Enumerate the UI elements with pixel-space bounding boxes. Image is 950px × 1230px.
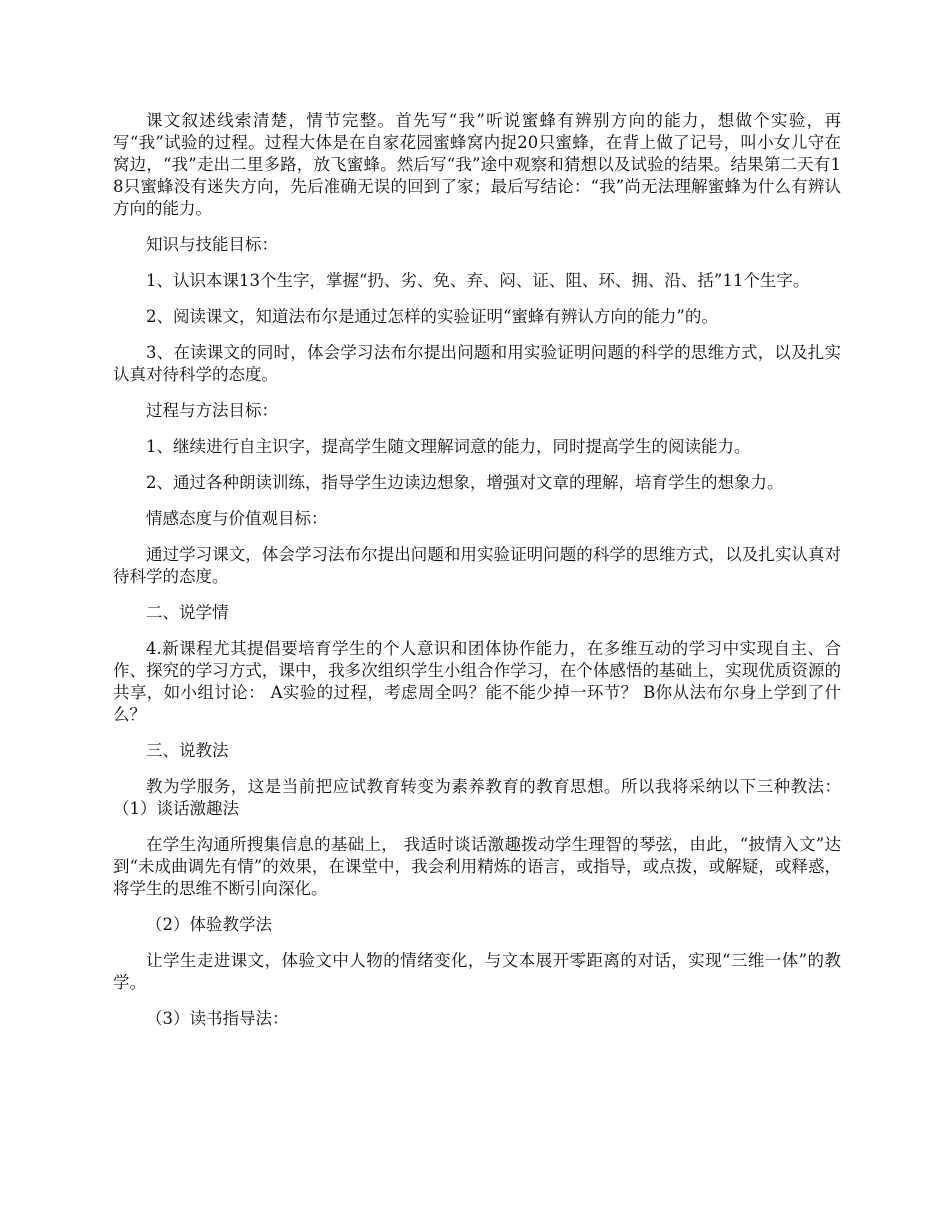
- document-page: [113, 110, 841, 1044]
- paragraph-process-1: 1、继续进行自主识字，提高学生随文理解词意的能力，同时提高学生的阅读能力。: [146, 437, 751, 456]
- paragraph-teaching-methods: 教为学服务，这是当前把应试教育转变为素养教育的教育思想。所以我将采纳以下三种教法：（1）谈话激趣法: [113, 777, 841, 818]
- heading-knowledge-goals: 知识与技能目标：: [146, 235, 278, 254]
- paragraph-goal-3: 3、在读课文的同时，体会学习法布尔提出问题和用实验证明问题的科学的思维方式，以及扎实认真对待科学的态度。: [113, 343, 841, 384]
- paragraph-emotion: 通过学习课文，体会学习法布尔提出问题和用实验证明问题的科学的思维方式，以及扎实认真对待科学的态度。: [113, 545, 841, 586]
- heading-reading-method: （3）读书指导法：: [146, 1009, 289, 1028]
- heading-teaching-methods: 三、说教法: [146, 741, 229, 760]
- paragraph-learning-situation: 4.新课程尤其提倡要培育学生的个人意识和团体协作能力，在多维互动的学习中实现自主、合作、探究的学习方式，课中，我多次组织学生小组合作学习，在个体感悟的基础上，实现优质资源的共享，如小组讨论： A实验的过程，考虑周全吗？能不能少掉一环节？ B你从法布尔身上学到了什么？: [113, 639, 841, 724]
- paragraph-conversation-method: 在学生沟通所搜集信息的基础上， 我适时谈话激趣拨动学生理智的琴弦，由此，“披情入文”达到“未成曲调先有情”的效果，在课堂中，我会利用精炼的语言，或指导，或点拨，或解疑，或释惑，将学生的思维不断引向深化。: [113, 835, 841, 898]
- paragraph-lesson-summary: 课文叙述线索清楚，情节完整。首先写“我”听说蜜蜂有辨别方向的能力，想做个实验，再写“我”试验的过程。过程大体是在自家花园蜜蜂窝内捉20只蜜蜂，在背上做了记号，叫小女儿守在窝边，“我”走出二里多路，放飞蜜蜂。然后写“我”途中观察和猜想以及试验的结果。结果第二天有18只蜜蜂没有迷失方向，先后准确无误的回到了家；最后写结论：“我”尚无法理解蜜蜂为什么有辨认方向的能力。: [113, 111, 841, 218]
- heading-process-goals: 过程与方法目标：: [146, 401, 278, 420]
- heading-learning-situation: 二、说学情: [146, 603, 229, 622]
- paragraph-process-2: 2、通过各种朗读训练，指导学生边读边想象，增强对文章的理解，培育学生的想象力。: [146, 473, 784, 492]
- paragraph-goal-1: 1、认识本课13个生字，掌握“扔、劣、免、弃、闷、证、阻、环、拥、沿、括”11个生字。: [146, 271, 810, 290]
- paragraph-goal-2: 2、阅读课文，知道法布尔是通过怎样的实验证明“蜜蜂有辨认方向的能力”的。: [146, 307, 718, 326]
- heading-emotion-goals: 情感态度与价值观目标：: [146, 509, 328, 528]
- heading-experience-method: （2）体验教学法: [146, 915, 272, 934]
- paragraph-experience-method: 让学生走进课文，体验文中人物的情绪变化，与文本展开零距离的对话，实现“三维一体”的教学。: [113, 951, 841, 992]
